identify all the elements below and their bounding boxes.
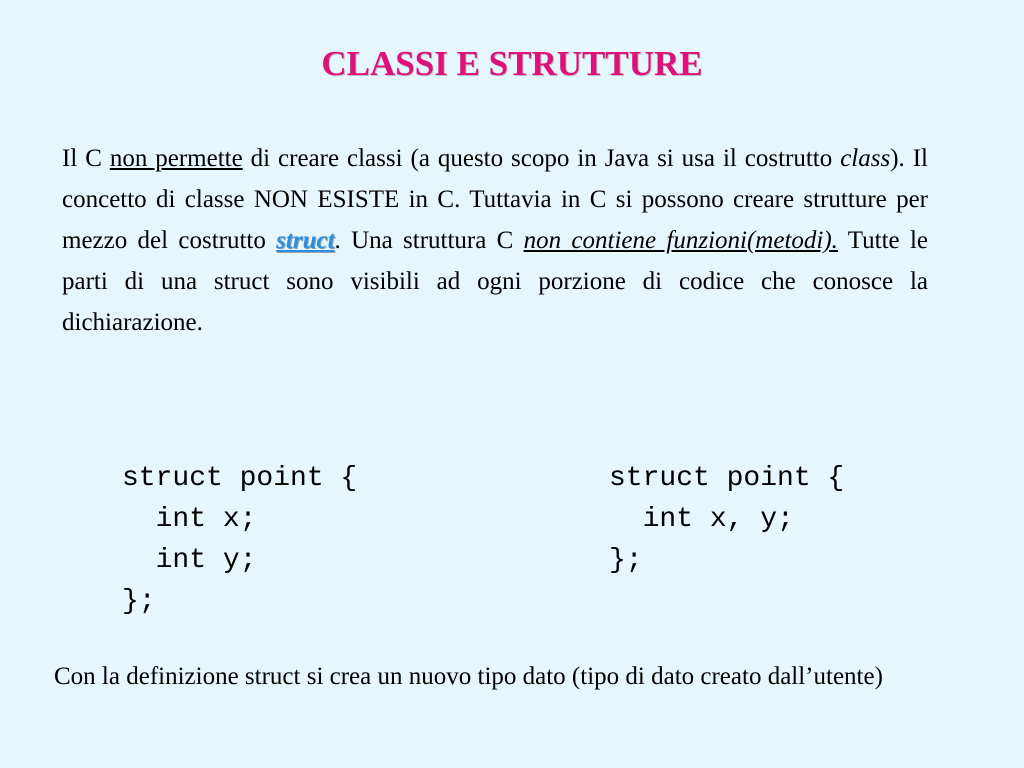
intro-text-4: . Una struttura C	[334, 227, 524, 254]
intro-keyword-struct: struct	[276, 227, 335, 254]
code-block-right: struct point { int x, y; };	[609, 463, 845, 576]
intro-underlined-no-functions: non contiene funzioni(metodi).	[523, 227, 838, 254]
code-block-left: struct point { int x; int y; };	[122, 463, 358, 617]
intro-text-1: Il C	[62, 145, 110, 172]
slide-title: CLASSI E STRUTTURE	[321, 44, 703, 83]
intro-paragraph	[62, 138, 928, 343]
intro-text-5: Tutte le parti di una struct sono visibili ad ogni porzione di codice che conosce la dichiarazione.	[62, 227, 928, 336]
intro-text-2: di creare classi (a questo scopo in Java si usa il costrutto	[242, 145, 841, 172]
intro-italic-class: class	[840, 145, 891, 172]
intro-text-3: ). Il concetto di classe NON ESISTE in C. Tuttavia in C si possono creare strutture per mezzo del costrutto	[62, 145, 928, 254]
intro-underlined-not-allowed: non permette	[109, 145, 243, 172]
outro-paragraph: Con la definizione struct si crea un nuovo tipo dato (tipo di dato creato dall’utente)	[54, 663, 883, 690]
